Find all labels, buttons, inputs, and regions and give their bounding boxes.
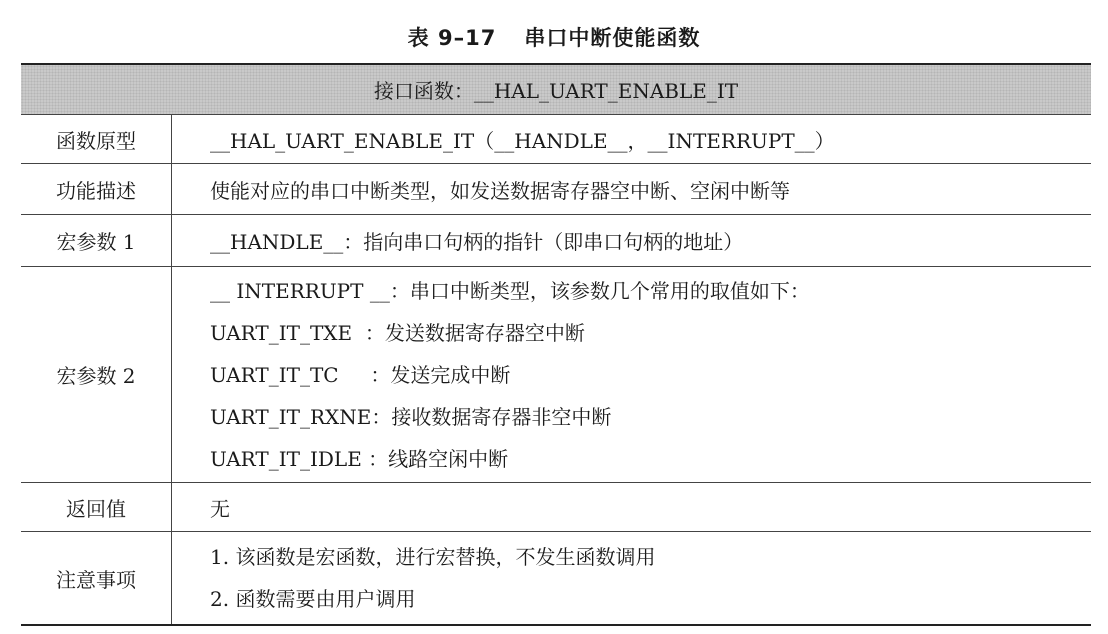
table-row bbox=[21, 267, 1091, 483]
table-row bbox=[21, 532, 1091, 626]
return-value: 无 bbox=[172, 483, 1092, 532]
notes-label: 注意事项 bbox=[21, 532, 172, 626]
table-row bbox=[21, 483, 1091, 532]
table-header-row bbox=[21, 64, 1091, 115]
param1-value: __HANDLE__：指向串口句柄的指针（即串口句柄的地址） bbox=[172, 215, 1092, 267]
notes-value bbox=[172, 532, 1092, 626]
param2-option: UART_IT_TXE ：发送数据寄存器空中断 bbox=[210, 320, 585, 345]
function-spec-table bbox=[21, 63, 1091, 626]
table-title: 串口中断使能函数 bbox=[524, 26, 701, 50]
interface-function-header: 接口函数：__HAL_UART_ENABLE_IT bbox=[21, 64, 1091, 115]
return-label: 返回值 bbox=[21, 483, 172, 532]
prototype-label: 函数原型 bbox=[21, 115, 172, 164]
table-row bbox=[21, 215, 1091, 267]
prototype-value: __HAL_UART_ENABLE_IT（__HANDLE__，__INTERRUPT__） bbox=[172, 115, 1092, 164]
description-label: 功能描述 bbox=[21, 164, 172, 215]
param2-option: UART_IT_IDLE ：线路空闲中断 bbox=[210, 446, 509, 471]
description-value: 使能对应的串口中断类型，如发送数据寄存器空中断、空闲中断等 bbox=[172, 164, 1092, 215]
param2-label: 宏参数 2 bbox=[21, 267, 172, 483]
table-number: 表 9–17 bbox=[407, 26, 497, 50]
param2-intro: __ INTERRUPT __：串口中断类型，该参数几个常用的取值如下： bbox=[210, 278, 810, 303]
table-caption bbox=[0, 22, 1108, 52]
param2-option: UART_IT_TC ：发送完成中断 bbox=[210, 362, 511, 387]
param1-label: 宏参数 1 bbox=[21, 215, 172, 267]
table-row bbox=[21, 164, 1091, 215]
param2-value bbox=[172, 267, 1092, 483]
note-item: 1. 该函数是宏函数，进行宏替换，不发生函数调用 bbox=[210, 545, 656, 569]
table-row bbox=[21, 115, 1091, 164]
param2-option: UART_IT_RXNE：接收数据寄存器非空中断 bbox=[210, 404, 612, 429]
note-item: 2. 函数需要由用户调用 bbox=[210, 587, 416, 611]
